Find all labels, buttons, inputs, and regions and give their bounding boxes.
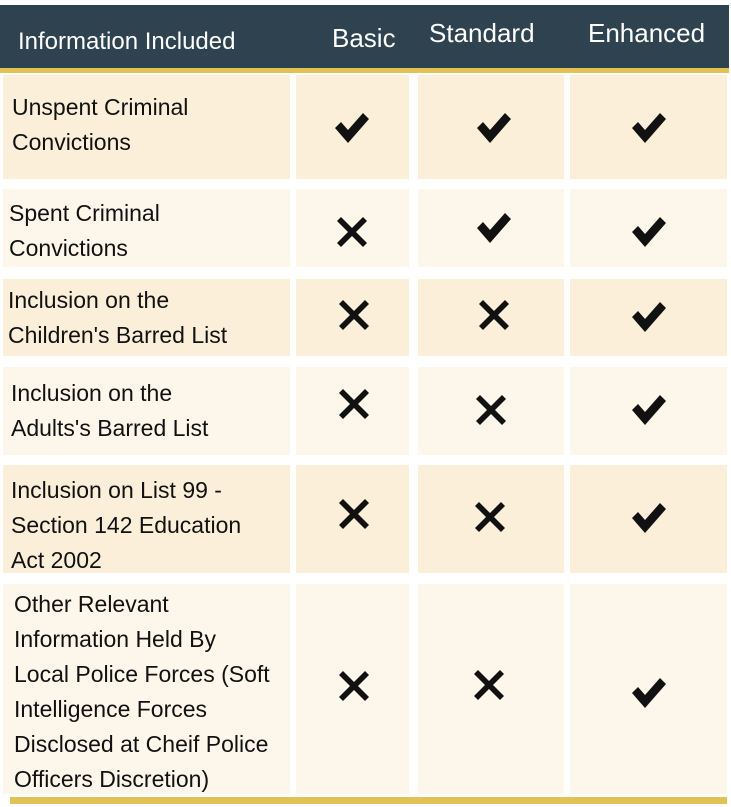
cross-icon	[332, 293, 376, 337]
check-icon	[626, 671, 670, 715]
check-icon	[471, 106, 515, 150]
cross-icon	[467, 663, 511, 707]
cross-icon	[330, 210, 374, 254]
row-label: Unspent Criminal Convictions	[12, 94, 189, 155]
cross-icon	[468, 495, 512, 539]
header-enhanced: Enhanced	[588, 18, 706, 48]
header-accent-line	[0, 68, 729, 73]
cross-icon	[472, 293, 516, 337]
header-standard: Standard	[429, 18, 535, 48]
header-information-included: Information Included	[18, 28, 236, 55]
footer-accent-line	[10, 797, 727, 804]
cross-icon	[469, 388, 513, 432]
check-icon	[626, 295, 670, 339]
check-icon	[471, 206, 515, 250]
check-icon	[626, 496, 670, 540]
cross-icon	[332, 664, 376, 708]
row-label: Inclusion on the Adults's Barred List	[11, 380, 209, 441]
header-basic: Basic	[332, 23, 396, 53]
cross-icon	[332, 382, 376, 426]
check-icon	[626, 210, 670, 254]
row-label: Spent Criminal Convictions	[9, 200, 160, 261]
row-label: Inclusion on the Children's Barred List	[8, 287, 228, 348]
table-header	[0, 5, 729, 68]
row-label: Inclusion on List 99 - Section 142 Education Act 2002	[11, 477, 242, 573]
check-icon	[329, 106, 373, 150]
check-icon	[626, 388, 670, 432]
row-label: Other Relevant Information Held By Local Police Forces (Soft Intelligence Forces Disclosed at Cheif Police Officers Discretion)	[14, 591, 270, 792]
cross-icon	[332, 492, 376, 536]
check-icon	[626, 106, 670, 150]
